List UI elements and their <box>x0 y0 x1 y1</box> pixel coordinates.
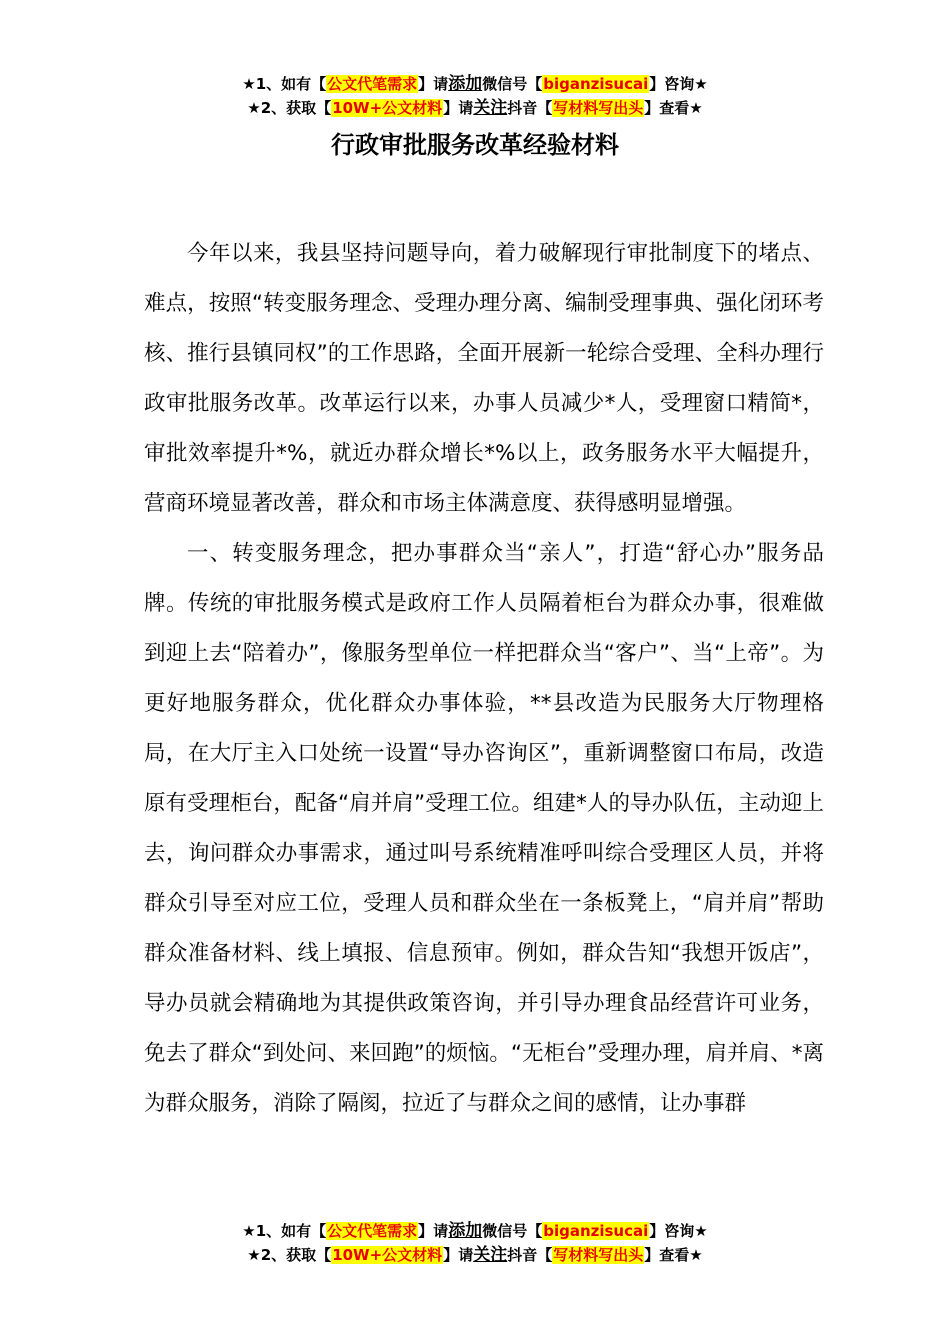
banner-text: 】查看★ <box>644 99 703 117</box>
footer-line-1 <box>0 1219 950 1243</box>
emphasis-follow: 关注 <box>473 1245 508 1265</box>
banner-text: 抖音【 <box>507 1246 553 1264</box>
highlight-douyin: 写材料写出头 <box>553 99 644 117</box>
banner-text: 抖音【 <box>507 99 553 117</box>
banner-text: 】咨询★ <box>649 1222 708 1240</box>
highlight-ghostwriting: 公文代笔需求 <box>327 1222 418 1240</box>
banner-text: 】请 <box>443 99 474 117</box>
banner-text: 微信号【 <box>482 1222 543 1240</box>
paragraph-section-1: 一、转变服务理念，把办事群众当“亲人”，打造“舒心办”服务品牌。传统的审批服务模式是政府工作人员隔着柜台为群众办事，很难做到迎上去“陪着办”，像服务型单位一样把群众当“客户”、当“上帝”。为更好地服务群众，优化群众办事体验，**县改造为民服务大厅物理格局，在大厅主入口处统一设置“导办咨询区”，重新调整窗口布局，改造原有受理柜台，配备“肩并肩”受理工位。组建*人的导办队伍，主动迎上去，询问群众办事需求，通过叫号系统精准呼叫综合受理区人员，并将群众引导至对应工位，受理人员和群众坐在一条板凳上，“肩并肩”帮助群众准备材料、线上填报、信息预审。例如，群众告知“我想开饭店”，导办员就会精确地为其提供政策咨询，并引导办理食品经营许可业务，免去了群众“到处问、来回跑”的烦恼。“无柜台”受理办理，肩并肩、*离为群众服务，消除了隔阂，拉近了与群众之间的感情，让办事群 <box>144 541 824 1116</box>
paragraph-intro: 今年以来，我县坚持问题导向，着力破解现行审批制度下的堵点、难点，按照“转变服务理念、受理办理分离、编制受理事典、强化闭环考核、推行县镇同权”的工作思路，全面开展新一轮综合受理、全科办理行政审批服务改革。改革运行以来，办事人员减少*人，受理窗口精简*，审批效率提升*%，就近办群众增长*%以上，政务服务水平大幅提升，营商环境显著改善，群众和市场主体满意度、获得感明显增强。 <box>144 241 824 516</box>
document-title: 行政审批服务改革经验材料 <box>331 131 619 159</box>
emphasis-follow: 关注 <box>473 98 508 118</box>
highlight-douyin: 写材料写出头 <box>553 1246 644 1264</box>
banner-text: ★1、如有【 <box>242 1222 327 1240</box>
banner-text: 微信号【 <box>482 75 543 93</box>
footer-banner <box>0 1219 950 1267</box>
banner-text: ★1、如有【 <box>242 75 327 93</box>
banner-text: 】请 <box>418 1222 449 1240</box>
banner-text: ★2、获取【 <box>247 1246 332 1264</box>
highlight-materials: 10W+公文材料 <box>332 99 443 117</box>
banner-text: 】咨询★ <box>649 75 708 93</box>
banner-text: ★2、获取【 <box>247 99 332 117</box>
header-banner <box>0 72 950 120</box>
emphasis-add: 添加 <box>448 74 483 94</box>
highlight-wechat-id: biganzisucai <box>543 1222 649 1240</box>
banner-text: 】请 <box>418 75 449 93</box>
footer-line-2 <box>0 1243 950 1267</box>
highlight-ghostwriting: 公文代笔需求 <box>327 75 418 93</box>
banner-text: 】请 <box>443 1246 474 1264</box>
document-body <box>144 229 824 1129</box>
highlight-materials: 10W+公文材料 <box>332 1246 443 1264</box>
emphasis-add: 添加 <box>448 1221 483 1241</box>
highlight-wechat-id: biganzisucai <box>543 75 649 93</box>
banner-text: 】查看★ <box>644 1246 703 1264</box>
banner-line-1 <box>0 72 950 96</box>
banner-line-2 <box>0 96 950 120</box>
